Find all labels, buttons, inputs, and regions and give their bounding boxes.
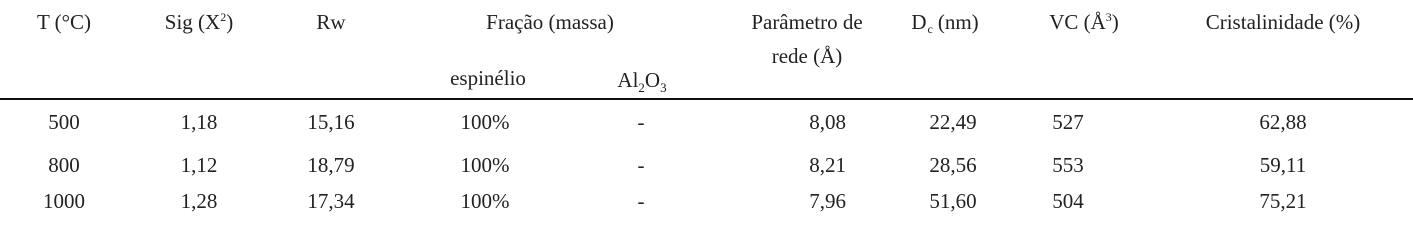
header-vc-superscript: 3 [1105,10,1112,24]
header-espinelio-label: espinélio [450,66,526,90]
header-dc [911,10,978,37]
header-parametro-line1: Parâmetro de [751,10,863,34]
header-parametro-line2: rede (Å) [771,44,843,68]
cell-dc: 51,60 [929,189,977,213]
header-divider [0,98,1413,100]
cell-temperature: 800 [48,153,80,177]
header-al2o3 [617,68,667,96]
cell-parametro: 8,21 [809,153,846,177]
cell-dc: 22,49 [929,110,977,134]
cell-al2o3: - [637,153,645,177]
header-fracao-label: Fração (massa) [486,10,614,34]
header-al2o3-o: O [644,68,661,92]
header-dc-subscript: c [927,22,933,36]
cell-rw: 18,79 [307,153,355,177]
header-cristalinidade [1206,10,1361,34]
header-sig-close: ) [226,10,234,34]
cell-vc: 553 [1052,153,1084,177]
cell-al2o3: - [637,110,645,134]
header-al2o3-al: Al [617,68,639,92]
cell-cristalinidade: 59,11 [1259,153,1307,177]
header-al2o3-sub1: 2 [638,80,645,96]
cell-espinelio: 100% [460,110,510,134]
cell-al2o3: - [637,189,645,213]
header-sig-superscript: 2 [220,10,227,24]
header-espinelio [450,66,526,90]
cell-vc: 504 [1052,189,1084,213]
header-temperature-label: T (°C) [36,10,92,34]
header-sig [165,10,233,34]
cell-sig: 1,18 [180,110,218,134]
cell-parametro: 8,08 [809,110,846,134]
header-parametro-2 [772,44,843,68]
header-rw-label: Rw [316,10,346,34]
header-al2o3-sub2: 3 [660,80,667,96]
header-temperature [37,10,91,34]
cell-sig: 1,12 [180,153,218,177]
cell-temperature: 500 [48,110,80,134]
cell-espinelio: 100% [460,189,510,213]
header-dc-unit: (nm) [937,10,979,34]
header-cristalinidade-label: Cristalinidade (%) [1205,10,1361,34]
cell-espinelio: 100% [460,153,510,177]
header-vc-label: VC (Å [1049,10,1106,34]
header-parametro [751,10,862,34]
cell-sig: 1,28 [180,189,218,213]
header-rw [316,10,345,34]
cell-rw: 17,34 [307,189,355,213]
cell-vc: 527 [1052,110,1084,134]
cell-rw: 15,16 [307,110,355,134]
cell-temperature: 1000 [43,189,85,213]
cell-parametro: 7,96 [809,189,846,213]
header-fracao [486,10,614,34]
cell-cristalinidade: 62,88 [1259,110,1307,134]
cell-dc: 28,56 [929,153,977,177]
cell-cristalinidade: 75,21 [1259,189,1307,213]
header-dc-label: D [911,10,927,34]
header-vc [1049,10,1119,34]
header-sig-label: Sig (X [164,10,221,34]
header-vc-close: ) [1111,10,1119,34]
